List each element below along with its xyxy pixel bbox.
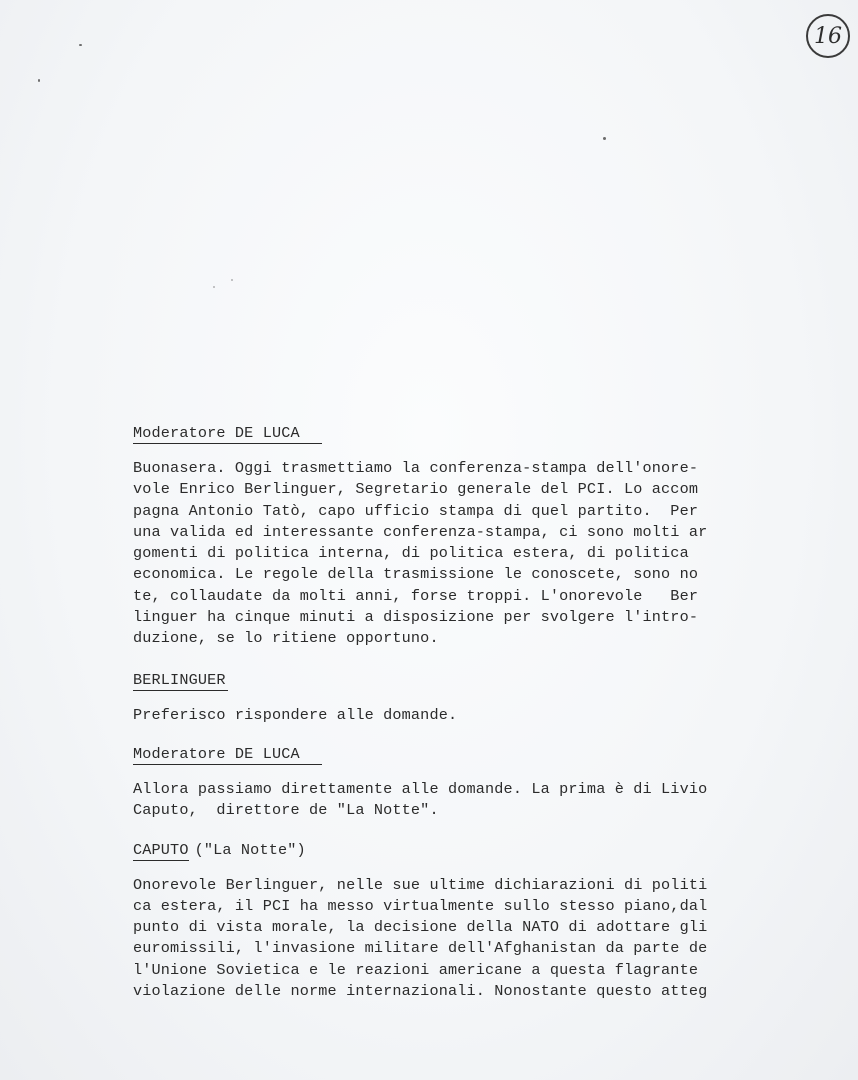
speck	[603, 137, 606, 140]
text-line: vole Enrico Berlinguer, Segretario generale del PCI. Lo accom	[133, 480, 699, 499]
text-line: economica. Le regole della trasmissione le conoscete, sono no	[133, 565, 699, 584]
text-line: Buonasera. Oggi trasmettiamo la conferenza-stampa dell'onore-	[133, 459, 699, 477]
transcript-body	[133, 423, 805, 1002]
page-number-text: 16	[814, 23, 842, 49]
speck	[231, 279, 233, 281]
speck	[38, 79, 40, 82]
text-line: violazione delle norme internazionali. Nonostante questo atteg	[133, 982, 708, 1001]
text-line: ca estera, il PCI ha messo virtualmente sullo stesso piano,dal	[133, 896, 708, 915]
speaker-heading: BERLINGUER	[133, 670, 226, 689]
text-line: linguer ha cinque minuti a disposizione per svolgere l'intro-	[133, 608, 699, 627]
text-line: Allora passiamo direttamente alle domande. La prima è di Livio	[133, 779, 708, 798]
transcript-section	[133, 423, 805, 650]
text-line: euromissili, l'invasione militare dell'Afghanistan da parte de	[133, 939, 708, 958]
text-line: punto di vista morale, la decisione della NATO di adottare gli	[133, 918, 708, 937]
text-line: Caputo, direttore de "La Notte".	[133, 801, 439, 820]
speech-text	[133, 458, 805, 650]
transcript-section	[133, 670, 805, 726]
speaker-heading: Moderatore DE LUCA	[133, 744, 322, 765]
transcript-section	[133, 744, 805, 822]
text-line: Onorevole Berlinguer, nelle sue ultime dichiarazioni di politi	[133, 875, 708, 894]
speaker-heading: Moderatore DE LUCA	[133, 423, 322, 444]
text-line: Preferisco rispondere alle domande.	[133, 705, 458, 724]
transcript-section	[133, 840, 805, 1003]
speck	[79, 44, 82, 46]
speaker-note: ("La Notte")	[194, 840, 306, 859]
speech-text	[133, 705, 805, 726]
text-line: duzione, se lo ritiene opportuno.	[133, 629, 439, 648]
text-line: te, collaudate da molti anni, forse troppi. L'onorevole Ber	[133, 586, 699, 605]
page-number	[806, 14, 850, 58]
text-line: gomenti di politica interna, di politica estera, di politica	[133, 544, 689, 563]
speaker-heading: CAPUTO	[133, 840, 189, 859]
text-line: una valida ed interessante conferenza-stampa, ci sono molti ar	[133, 522, 708, 541]
text-line: l'Unione Sovietica e le reazioni americane a questa flagrante	[133, 960, 699, 979]
speech-text	[133, 779, 805, 822]
speck	[213, 286, 215, 288]
text-line: pagna Antonio Tatò, capo ufficio stampa di quel partito. Per	[133, 501, 699, 520]
speech-text	[133, 875, 805, 1003]
